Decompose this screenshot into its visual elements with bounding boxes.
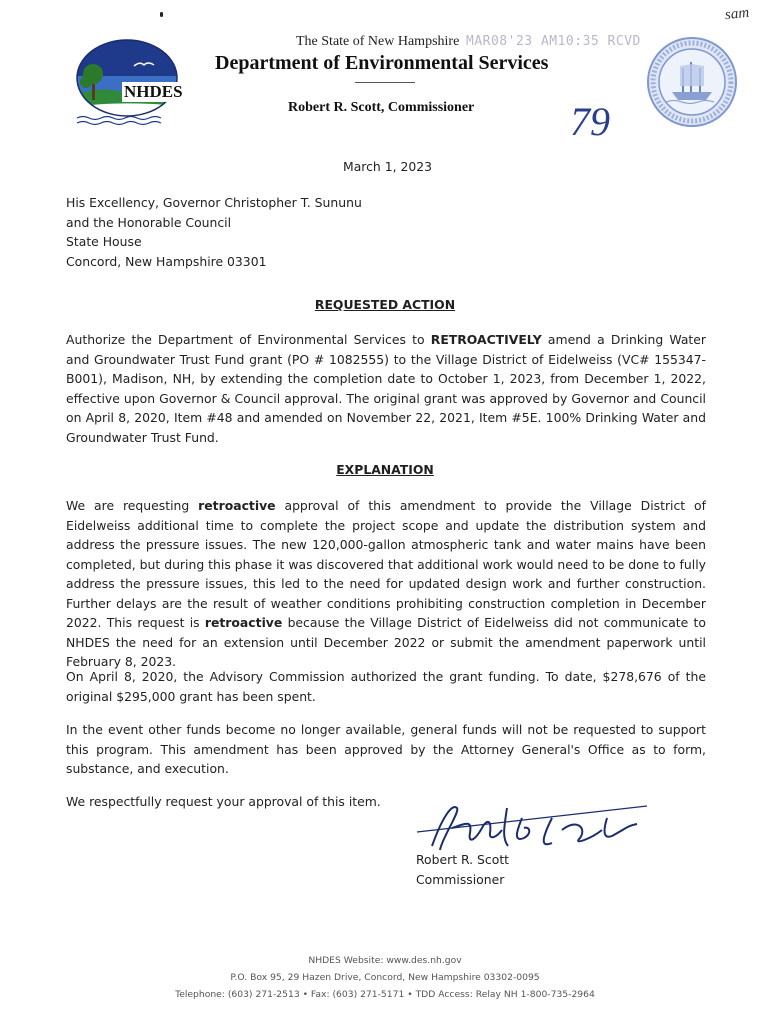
text: because the Village District of Eidelweiss did not communicate to NHDES the need for an extension until December 2022 or submit the amendment paperwork until February 8, 2023. [66, 615, 706, 669]
emphasis: retroactive [198, 498, 276, 513]
text: We are requesting [66, 498, 199, 513]
requested-action-text-rest: amend a Drinking Water and Groundwater Trust Fund grant (PO # 1082555) to the Village District of Eidelweiss (VC# 155347-B001), Madison, NH, by extending the completion date to October 1, 2023, from December 1, 2022, effective upon Governor & Council approval. The original grant was approved by Governor and Council on April 8, 2020, Item #48 and amended on November 22, 2021, Item #5E. 100% Drinking Water and Groundwater Trust Fund. [66, 332, 707, 445]
explanation-paragraph-3: In the event other funds become no longer available, general funds will not be requested to support this program. This amendment has been approved by the Attorney General's Office as to form, substance, and execution. [66, 722, 706, 776]
state-seal [646, 36, 738, 128]
nhdes-logo [72, 36, 182, 126]
department-name: Department of Environmental Services [215, 52, 549, 74]
ink-dot [160, 12, 163, 17]
received-stamp: MAR08'23 AM10:35 RCVD [466, 34, 641, 49]
requested-action-paragraph [66, 330, 706, 447]
agenda-number: 79 [570, 99, 610, 144]
closing-request: We respectfully request your approval of this item. [66, 794, 381, 809]
addressee-line: His Excellency, Governor Christopher T. Sununu [66, 195, 362, 210]
text: approval of this amendment to provide the Village District of Eidelweiss additional time to complete the project scope and update the distribution system and address the pressure issues. The new 120,000-gallon atmospheric tank and water mains have been completed, but during this phase it was discovered that additional work would need to be done to fully address the pressure issues, this led to the need for updated design work and further construction. Further delays are the result of weather conditions prohibiting construction completion in December 2022. This request is [66, 498, 706, 630]
footer-phones: Telephone: (603) 271-2513 • Fax: (603) 271-5171 • TDD Access: Relay NH 1-800-735-2964 [175, 989, 595, 1000]
header-rule [355, 82, 415, 83]
addressee-block [66, 193, 362, 271]
signature-title: Commissioner [416, 872, 505, 887]
corner-handwritten-mark: sam [724, 4, 750, 24]
commissioner-line: Robert R. Scott, Commissioner [288, 100, 475, 115]
letter-date: March 1, 2023 [343, 159, 433, 174]
footer-address: P.O. Box 95, 29 Hazen Drive, Concord, New Hampshire 03302-0095 [230, 972, 540, 983]
addressee-line: Concord, New Hampshire 03301 [66, 253, 267, 269]
requested-action-emphasis: RETROACTIVELY [430, 332, 542, 347]
emphasis: retroactive [204, 615, 283, 630]
addressee-line: State House [66, 234, 142, 249]
requested-action-text: Authorize the Department of Environmental Services to [66, 332, 431, 347]
addressee-line: and the Honorable Council [66, 214, 232, 230]
explanation-paragraph-1 [66, 496, 706, 672]
handwritten-signature [412, 798, 652, 858]
state-line: The State of New Hampshire [296, 34, 460, 49]
explanation-paragraph-2: On April 8, 2020, the Advisory Commission authorized the grant funding. To date, $278,676 of the original $295,000 grant has been spent. [66, 669, 706, 704]
signature-name: Robert R. Scott [416, 852, 510, 867]
requested-action-heading: REQUESTED ACTION [314, 297, 456, 312]
logo-text: NHDES [124, 82, 183, 101]
explanation-heading: EXPLANATION [336, 462, 434, 477]
footer-website: NHDES Website: www.des.nh.gov [308, 955, 462, 966]
